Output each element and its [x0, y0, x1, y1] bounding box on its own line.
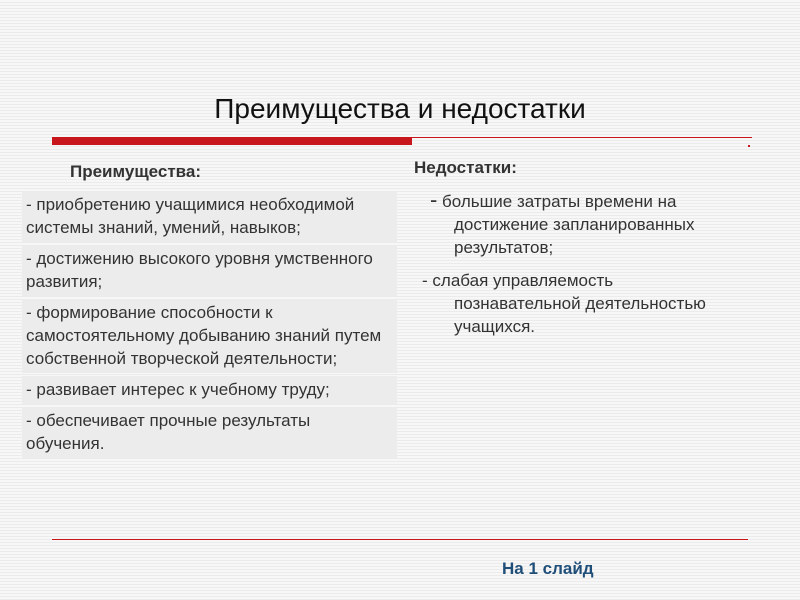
disadvantages-column: [414, 158, 764, 338]
disadvantage-text: большие затраты времени на: [437, 192, 677, 211]
back-to-first-slide-link[interactable]: На 1 слайд: [502, 559, 594, 578]
disadvantages-heading: Недостатки:: [414, 158, 517, 177]
advantages-heading: Преимущества:: [70, 162, 202, 181]
disadvantage-continuation: познавательной деятельностью учащихся.: [454, 294, 706, 336]
advantage-item: - формирование способности к самостоятельному добыванию знаний путем собственной творческой деятельности;: [22, 299, 397, 373]
dash-bullet: -: [430, 187, 438, 212]
advantages-column: [22, 162, 397, 461]
bottom-divider: [52, 539, 748, 540]
advantage-item: - достижению высокого уровня умственного развития;: [22, 245, 397, 296]
advantage-item: - развивает интерес к учебному труду;: [22, 376, 397, 404]
title-underline-tick: [748, 145, 750, 147]
disadvantage-text: слабая управляемость: [427, 271, 614, 290]
title-underline-accent: [52, 137, 412, 145]
dash-bullet: -: [422, 271, 428, 290]
disadvantage-continuation: достижение запланированных результатов;: [454, 215, 695, 257]
title-underline-thin: [412, 137, 752, 138]
slide-title: Преимущества и недостатки: [214, 93, 586, 124]
advantage-item: - приобретению учащимися необходимой системы знаний, умений, навыков;: [22, 191, 397, 242]
disadvantage-item: [414, 188, 764, 259]
disadvantage-item: [414, 269, 764, 338]
advantage-item: - обеспечивает прочные результаты обучения.: [22, 407, 397, 458]
